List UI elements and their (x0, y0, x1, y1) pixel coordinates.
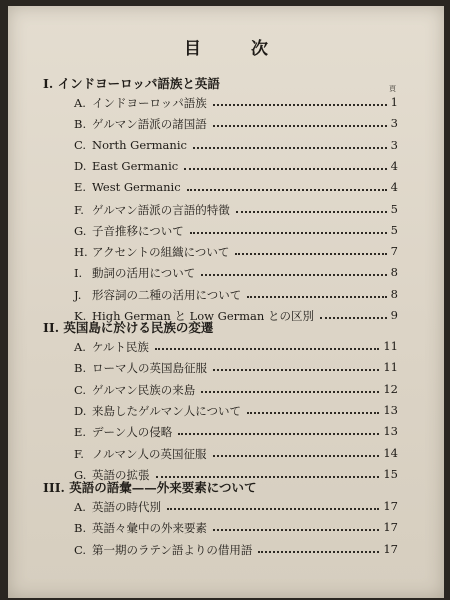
toc-entry[interactable] (8, 241, 444, 262)
section-title (43, 478, 257, 496)
entry-page-number: 4 (390, 158, 398, 173)
entry-page-number: 5 (390, 201, 398, 216)
entry-code: B. (74, 521, 87, 536)
entry-text: 来島したゲルマン人について (92, 403, 242, 418)
entry-code: F. (74, 446, 84, 461)
entry-label (74, 499, 161, 515)
dot-leader (213, 529, 379, 531)
dot-leader (247, 296, 387, 298)
entry-text: ゲルマン語派の諸国語 (92, 117, 207, 132)
entry-code: K. (74, 309, 87, 323)
toc-entry[interactable] (8, 357, 444, 378)
section-title (43, 318, 213, 336)
entry-label (74, 520, 207, 536)
entry-page-number: 13 (383, 402, 398, 417)
entry-code: I. (74, 266, 83, 281)
entry-page-number: 8 (390, 265, 398, 280)
entry-text: East Germanic (92, 158, 179, 173)
toc-entry[interactable] (8, 517, 444, 538)
entry-code: B. (74, 117, 87, 132)
toc-entry[interactable] (8, 177, 444, 198)
dot-leader (213, 104, 387, 106)
entry-page-number: 9 (390, 308, 398, 322)
entry-label (74, 116, 207, 132)
entry-text: West Germanic (92, 180, 181, 195)
dot-leader (184, 168, 387, 170)
entry-label (74, 95, 207, 111)
toc-entry[interactable] (8, 539, 444, 560)
entry-code: D. (74, 158, 87, 173)
section-number: II. (43, 320, 64, 335)
entry-code: A. (74, 500, 86, 514)
entry-code: E. (74, 180, 87, 195)
entry-text: インドヨーロッパ語族 (92, 96, 207, 110)
entry-page-number: 11 (383, 360, 398, 375)
entry-code: E. (74, 425, 87, 440)
entry-text: 形容詞の二種の活用について (92, 287, 242, 302)
toc-entry[interactable] (8, 284, 444, 305)
entry-label (74, 202, 230, 218)
page-column-header: 頁 (389, 85, 396, 93)
entry-text: 動詞の活用について (92, 266, 196, 281)
toc-entry[interactable] (8, 400, 444, 421)
toc-entry[interactable] (8, 135, 444, 156)
entry-code: B. (74, 361, 87, 376)
dot-leader (213, 125, 387, 127)
entry-text: デーン人の侵略 (92, 425, 173, 440)
toc-entry[interactable] (8, 496, 444, 517)
toc-entry[interactable] (8, 443, 444, 464)
dot-leader (167, 508, 379, 510)
entry-code: J. (74, 287, 82, 302)
page-title: 目 次 (184, 39, 290, 59)
entry-code: C. (74, 542, 87, 557)
toc-entry[interactable] (8, 336, 444, 357)
entry-text: 英語々彙中の外来要素 (92, 521, 207, 536)
entry-page-number: 14 (383, 445, 398, 460)
entry-label (74, 382, 195, 398)
entry-text: ノルマン人の英国征服 (92, 446, 207, 461)
dot-leader (236, 211, 387, 213)
dot-leader (247, 412, 379, 414)
entry-page-number: 11 (383, 339, 398, 353)
section-title (43, 74, 220, 92)
entry-code: A. (74, 340, 86, 354)
section-heading (8, 316, 444, 337)
entry-label (74, 339, 149, 355)
entry-code: C. (74, 382, 87, 397)
dot-leader (178, 433, 379, 435)
entry-text: 英語の拡張 (92, 467, 150, 482)
entry-page-number: 12 (383, 381, 398, 396)
entry-text: ゲルマン民族の来島 (92, 382, 196, 397)
dot-leader (213, 455, 379, 457)
section-heading (8, 72, 444, 93)
entry-page-number: 1 (390, 95, 398, 109)
entry-label (74, 360, 207, 376)
entry-code: G. (74, 223, 87, 238)
entry-label (74, 244, 229, 260)
entry-page-number: 5 (390, 222, 398, 237)
entry-text: ローマ人の英国島征服 (92, 361, 207, 376)
entry-page-number: 4 (390, 180, 398, 195)
entry-label (74, 403, 241, 419)
entry-text: ゲルマン語派の言語的特徴 (92, 202, 230, 217)
toc-entry[interactable] (8, 379, 444, 400)
section-heading (8, 476, 444, 497)
entry-text: North Germanic (92, 137, 187, 152)
entry-page-number: 17 (383, 541, 398, 556)
entry-page-number: 3 (390, 137, 398, 152)
toc-entry[interactable] (8, 92, 444, 113)
toc-entry[interactable] (8, 262, 444, 283)
section-title-text: インドヨーロッパ語族と英語 (57, 76, 220, 91)
toc-entry[interactable] (8, 113, 444, 134)
entry-text: アクセントの組織について (92, 245, 230, 260)
entry-text: 英語の時代別 (92, 500, 161, 514)
entry-label (74, 287, 241, 303)
section-title-text: 英語の語彙——外来要素について (69, 480, 257, 495)
entry-page-number: 15 (383, 466, 398, 481)
toc-entry[interactable] (8, 421, 444, 442)
entry-page-number: 17 (383, 499, 398, 513)
dot-leader (190, 232, 387, 234)
entry-page-number: 17 (383, 520, 398, 535)
dot-leader (213, 369, 379, 371)
entry-text: 第一期のラテン語よりの借用語 (92, 542, 253, 557)
entry-label (74, 542, 252, 558)
entry-page-number: 8 (390, 286, 398, 301)
entry-text: 子音推移について (92, 223, 184, 238)
book-page (8, 6, 444, 598)
section-title-text: 英国島に於ける民族の変遷 (63, 320, 214, 335)
toc-entry[interactable] (8, 220, 444, 241)
section-number: I. (43, 76, 58, 91)
entry-code: C. (74, 137, 87, 152)
dot-leader (201, 391, 379, 393)
entry-page-number: 13 (383, 424, 398, 439)
entry-label (74, 265, 195, 281)
entry-code: H. (74, 245, 88, 260)
entry-page-number: 7 (390, 244, 398, 259)
entry-code: D. (74, 403, 87, 418)
toc-entry[interactable] (8, 199, 444, 220)
entry-label (74, 180, 181, 194)
dot-leader (187, 189, 387, 191)
dot-leader (155, 348, 379, 350)
entry-page-number: 3 (390, 116, 398, 131)
toc-entry[interactable] (8, 156, 444, 177)
entry-label (74, 223, 184, 239)
entry-label (74, 138, 187, 152)
dot-leader (193, 147, 387, 149)
entry-label (74, 424, 172, 440)
entry-text: High German と Low German との区別 (92, 309, 314, 323)
entry-code: G. (74, 467, 87, 482)
dot-leader (201, 274, 387, 276)
entry-label (74, 446, 207, 462)
section-number: III. (43, 480, 70, 495)
entry-code: F. (74, 202, 84, 217)
entry-text: ケルト民族 (92, 340, 149, 354)
entry-code: A. (74, 96, 86, 110)
dot-leader (235, 253, 387, 255)
dot-leader (258, 551, 379, 553)
entry-label (74, 159, 178, 173)
